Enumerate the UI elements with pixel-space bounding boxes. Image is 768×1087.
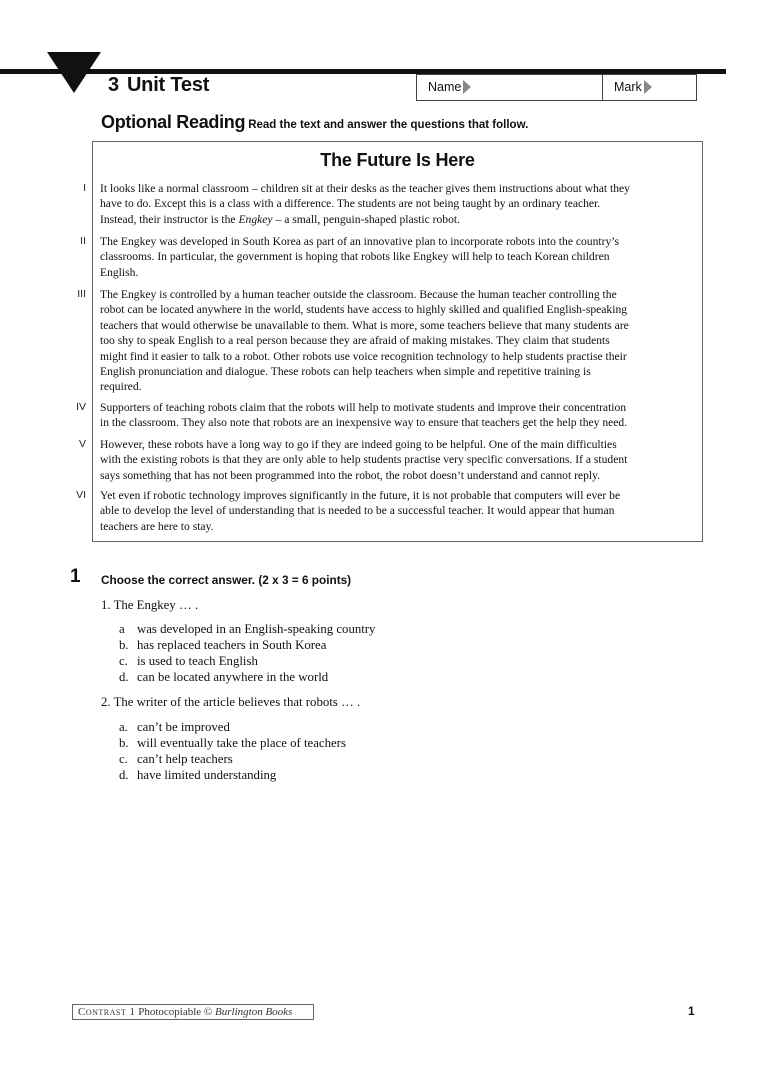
text-line: have to do. Except this is a class with a difference. The students are not being taught by an ordinary teacher. <box>100 197 601 211</box>
text-line: The Engkey was developed in South Korea as part of an innovative plan to incorporate robots into the country’s <box>100 235 620 248</box>
question-2-option-b[interactable] <box>119 736 346 751</box>
option-letter: c. <box>119 752 128 766</box>
name-field[interactable] <box>416 74 603 101</box>
option-text: can’t be improved <box>137 720 230 734</box>
text-line <box>100 212 692 227</box>
question-2-option-c[interactable] <box>119 752 233 767</box>
section-title: Optional Reading <box>101 112 246 132</box>
text-line: required. <box>100 380 142 394</box>
option-text: has replaced teachers in South Korea <box>137 638 327 652</box>
section-heading <box>101 112 528 133</box>
text-line: classrooms. In particular, the government is hoping that robots like Engkey will help to teach Korean children <box>100 250 610 264</box>
text-line: The Engkey is controlled by a human teacher outside the classroom. Because the human teacher controlling the <box>100 288 617 301</box>
mark-label: Mark <box>614 80 642 94</box>
text-line: Supporters of teaching robots claim that the robots will help to motivate students and improve their concentration <box>100 401 627 414</box>
footer-series: Contrast 1 <box>78 1006 136 1018</box>
reading-title: The Future Is Here <box>320 150 475 170</box>
option-letter: c. <box>119 654 128 668</box>
paragraph-number: I <box>83 182 86 194</box>
option-letter: b. <box>119 736 129 750</box>
footer-photocopiable: Photocopiable © <box>138 1006 213 1018</box>
option-letter: b. <box>119 638 129 652</box>
italic-word: Engkey <box>238 212 273 226</box>
paragraph-2 <box>100 234 692 280</box>
question-2-stem: 2. The writer of the article believes that robots … . <box>101 695 361 709</box>
question-1-option-c[interactable] <box>119 654 258 669</box>
unit-title <box>108 74 209 97</box>
text-line: It looks like a normal classroom – children sit at their desks as the teacher gives them instructions about what they <box>100 182 630 195</box>
page-number: 1 <box>688 1004 695 1018</box>
text-line: teachers are here to stay. <box>100 519 214 533</box>
text-line: in the classroom. They also note that robots are an inexpensive way to ensure that teachers get the help they need. <box>100 416 628 430</box>
option-text: can be located anywhere in the world <box>137 670 329 684</box>
paragraph-number: III <box>77 288 86 300</box>
option-letter: d. <box>119 768 129 782</box>
arrow-right-icon <box>644 80 652 94</box>
paragraph-4 <box>100 400 692 431</box>
option-letter: a <box>119 622 125 636</box>
question-2-option-d[interactable] <box>119 768 276 783</box>
option-letter: d. <box>119 670 129 684</box>
paragraph-3 <box>100 287 692 395</box>
text-line: English pronunciation and dialogue. These robots can help teachers when simple and repetitive training is <box>100 365 591 379</box>
paragraph-number: V <box>78 438 86 450</box>
text-segment: – a small, penguin-shaped plastic robot. <box>272 212 460 226</box>
paragraph-number: II <box>80 235 86 247</box>
text-line: says something that has not been programmed into the robot, the robot doesn’t understand and cannot reply. <box>100 468 601 482</box>
text-line: teachers that would otherwise be unavailable to them. What is more, some teachers believe that many students are <box>100 318 629 332</box>
footer-publisher: Burlington Books <box>215 1006 293 1018</box>
exercise-number: 1 <box>70 566 81 587</box>
option-letter: a. <box>119 720 128 734</box>
unit-title-text: Unit Test <box>126 74 210 96</box>
option-text: can’t help teachers <box>137 752 233 766</box>
paragraph-1 <box>100 181 692 227</box>
arrow-right-icon <box>463 80 471 94</box>
text-line: Yet even if robotic technology improves significantly in the future, it is not probable that computers will ever be <box>100 489 621 502</box>
question-1-option-b[interactable] <box>119 638 326 653</box>
option-text: was developed in an English-speaking country <box>137 622 376 636</box>
paragraph-number: VI <box>76 489 86 501</box>
question-2-option-a[interactable] <box>119 720 230 735</box>
name-label: Name <box>428 80 462 94</box>
text-line: with the existing robots is that they are only able to help students practise very specific conversations. If a student <box>100 453 628 467</box>
exercise-instruction: Choose the correct answer. (2 x 3 = 6 points) <box>101 573 352 587</box>
unit-number: 3 <box>108 74 119 96</box>
mark-field[interactable] <box>602 74 697 101</box>
option-text: have limited understanding <box>137 768 277 782</box>
text-line: too shy to speak English to a real person because they are afraid of making mistakes. They claim that students <box>100 334 610 348</box>
paragraph-6 <box>100 488 692 534</box>
section-instruction: Read the text and answer the questions that follow. <box>248 119 529 131</box>
text-line: might find it easier to talk to a robot. Other robots use voice recognition technology to help students practise their <box>100 349 627 363</box>
header-triangle-icon <box>47 52 101 93</box>
text-segment: Instead, their instructor is the <box>100 212 236 226</box>
paragraph-5 <box>100 437 692 483</box>
question-1-option-d[interactable] <box>119 670 328 685</box>
option-text: is used to teach English <box>137 654 258 668</box>
question-1-stem: 1. The Engkey … . <box>101 598 199 612</box>
paragraph-number: IV <box>76 401 86 413</box>
text-line: However, these robots have a long way to go if they are indeed going to be helpful. One of the main difficulties <box>100 438 617 451</box>
text-line: able to develop the level of understanding that is needed to be a successful teacher. It would appear that human <box>100 504 615 518</box>
question-1-option-a[interactable] <box>119 622 375 637</box>
option-text: will eventually take the place of teachers <box>137 736 346 750</box>
text-line: robot can be located anywhere in the world, students have access to highly skilled and qualified English-speaking <box>100 303 628 317</box>
text-line: English. <box>100 265 139 279</box>
footer-copyright <box>72 1004 314 1020</box>
